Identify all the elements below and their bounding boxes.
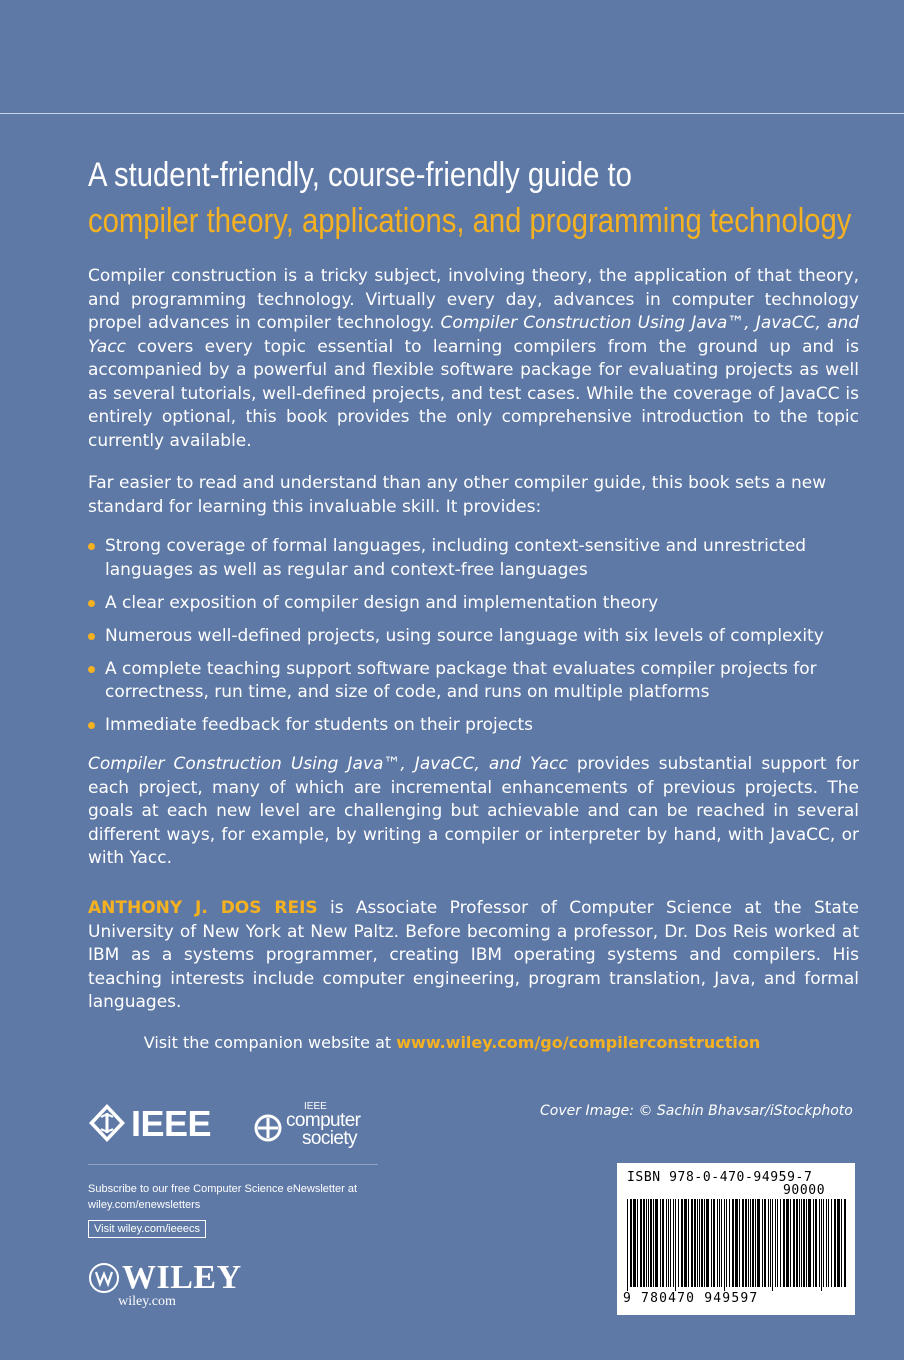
feature-item: Numerous well-defined projects, using source language with six levels of complexity [88,625,863,649]
barcode-bars [625,1199,849,1291]
computer-society-logo [254,1098,394,1154]
author-bio [88,897,859,1015]
cs-computer-label: computer [286,1110,361,1131]
feature-item: A complete teaching support software package that evaluates compiler projects for correctness, run time, and size of code, and runs on multiple platforms [88,658,863,705]
wiley-url: wiley.com [118,1294,176,1309]
bullet-dot [88,666,95,673]
author-name: ANTHONY J. DOS REIS [88,898,318,918]
visit-wiley-ieeecs-button[interactable]: Visit wiley.com/ieeecs [88,1220,206,1238]
companion-website [0,1032,904,1054]
feature-list [88,535,863,747]
companion-prefix: Visit the companion website at [143,1033,397,1052]
lead-in-paragraph: Far easier to read and understand than any other compiler guide, this book sets a new standard for learning this invaluable skill. It provides: [88,473,827,517]
feature-item: A clear exposition of compiler design and implementation theory [88,592,863,616]
computer-society-globe-icon [254,1114,282,1142]
intro-post-title: covers every topic essential to learning compilers from the ground up and is accompanied by a powerful and flexible software package for evaluating projects as well as several tutorials, well-defined projects, and test cases. While the coverage of JavaCC is entirely optional, this book provides the only comprehensive introduction to the topic currently available. [88,336,859,451]
support-book-title: Compiler Construction Using Java™, JavaCC, and Yacc [88,754,568,774]
headline-line-2: compiler theory, applications, and programming technology [88,202,852,240]
top-rule [0,113,904,114]
author-bio-text: is Associate Professor of Computer Science at the State University of New York at New Paltz. Before becoming a professor, Dr. Dos Reis worked at IBM as a systems programmer, creating IBM operating systems and compilers. His teaching interests include computer engineering, program translation, Java, and formal languages. [88,898,859,1012]
isbn-number: ISBN 978-0-470-94959-7 [627,1170,813,1185]
headline-line-1: A student-friendly, course-friendly guide to [88,156,632,194]
ieee-logo [88,1101,228,1153]
intro-paragraph [88,265,859,453]
isbn-barcode [617,1163,855,1315]
support-text: provides substantial support for each project, many of which are incremental enhancements of previous projects. The goals at each new level are challenging but achievable and can be reached in several different ways, for example, by writing a compiler or interpreter by hand, with JavaCC, or with Yacc. [88,754,859,868]
intro-book-title: Compiler Construction Using Java™, JavaCC, and Yacc [88,313,860,357]
headline [88,152,868,244]
bullet-dot [88,600,95,607]
wiley-logo [88,1258,258,1318]
newsletter-text: Subscribe to our free Computer Science eNewsletter at wiley.com/enewsletters [88,1183,358,1211]
ieee-wordmark: IEEE [131,1103,212,1144]
bullet-dot [88,543,95,550]
intro-pre-title: Compiler construction is a tricky subject, involving theory, the application of that theory, and programming technology. Virtually every day, advances in computer technology propel advances in compiler technology. [88,266,859,333]
feature-item: Strong coverage of formal languages, including context-sensitive and unrestricted languages as well as regular and context-free languages [88,535,863,582]
newsletter-divider [88,1164,378,1165]
support-paragraph [88,753,859,871]
wiley-wordmark: WILEY [122,1259,242,1296]
feature-item: Immediate feedback for students on their projects [88,714,863,738]
wiley-emblem-icon [88,1262,120,1294]
bullet-dot [88,633,95,640]
cover-image-credit: Cover Image: © Sachin Bhavsar/iStockphoto [540,1103,853,1119]
companion-url-link[interactable]: www.wiley.com/go/compilerconstruction [396,1033,761,1052]
ean-digits: 9 780470 949597 [623,1291,759,1306]
bullet-dot [88,722,95,729]
price-code: 90000 [783,1183,826,1198]
cs-ieee-label: IEEE [304,1101,327,1112]
cs-society-label: society [302,1128,357,1149]
ieee-diamond-icon [88,1103,126,1143]
